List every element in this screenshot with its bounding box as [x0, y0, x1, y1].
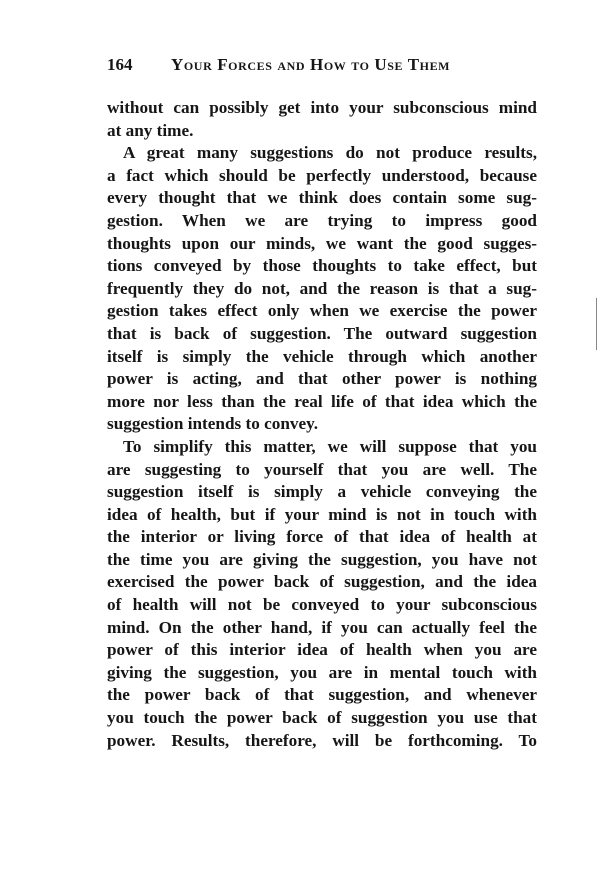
text-line: every thought that we think does contain some sug-: [107, 188, 537, 208]
text-line: tions conveyed by those thoughts to take effect, but: [107, 256, 537, 276]
text-line: thoughts upon our minds, we want the good sugges-: [107, 233, 537, 253]
scan-edge-mark: [596, 298, 597, 350]
text-line: at any time.: [107, 120, 194, 140]
text-line: power. Results, therefore, will be forthcoming. To: [107, 730, 537, 750]
text-line: without can possibly get into your subconscious mind: [107, 98, 537, 117]
text-line: exercised the power back of suggestion, and the idea: [107, 572, 537, 592]
text-line: giving the suggestion, you are in mental touch with: [107, 662, 537, 682]
running-header: [107, 55, 537, 79]
text-line: suggestion itself is simply a vehicle conveying the: [107, 482, 537, 502]
text-line: the power back of that suggestion, and whenever: [107, 685, 537, 705]
paragraph-start-line: A great many suggestions do not produce results,: [123, 143, 537, 163]
text-line: gestion takes effect only when we exercise the power: [107, 301, 537, 321]
text-line: are suggesting to yourself that you are well. The: [107, 459, 537, 479]
text-line: suggestion intends to convey.: [107, 414, 319, 434]
text-line: itself is simply the vehicle through which another: [107, 346, 537, 366]
text-line: mind. On the other hand, if you can actually feel the: [107, 617, 537, 637]
text-line: power of this interior idea of health when you are: [107, 640, 537, 660]
page-body-text: [107, 97, 537, 752]
text-line: of health will not be conveyed to your subconscious: [107, 595, 537, 615]
text-line: idea of health, but if your mind is not in touch with: [107, 504, 537, 524]
text-line: a fact which should be perfectly understood, because: [107, 165, 537, 185]
text-line: power is acting, and that other power is nothing: [107, 369, 537, 389]
page-number: 164: [107, 55, 133, 74]
text-line: gestion. When we are trying to impress good: [107, 210, 537, 230]
text-line: frequently they do not, and the reason is that a sug-: [107, 278, 537, 298]
text-line: you touch the power back of suggestion you use that: [107, 708, 537, 728]
text-line: more nor less than the real life of that idea which the: [107, 391, 537, 411]
running-title: Your Forces and How to Use Them: [171, 55, 451, 74]
text-line: the interior or living force of that idea of health at: [107, 527, 537, 547]
paragraph-start-line: To simplify this matter, we will suppose that you: [123, 436, 537, 456]
text-line: that is back of suggestion. The outward suggestion: [107, 323, 537, 343]
text-line: the time you are giving the suggestion, you have not: [107, 549, 537, 569]
